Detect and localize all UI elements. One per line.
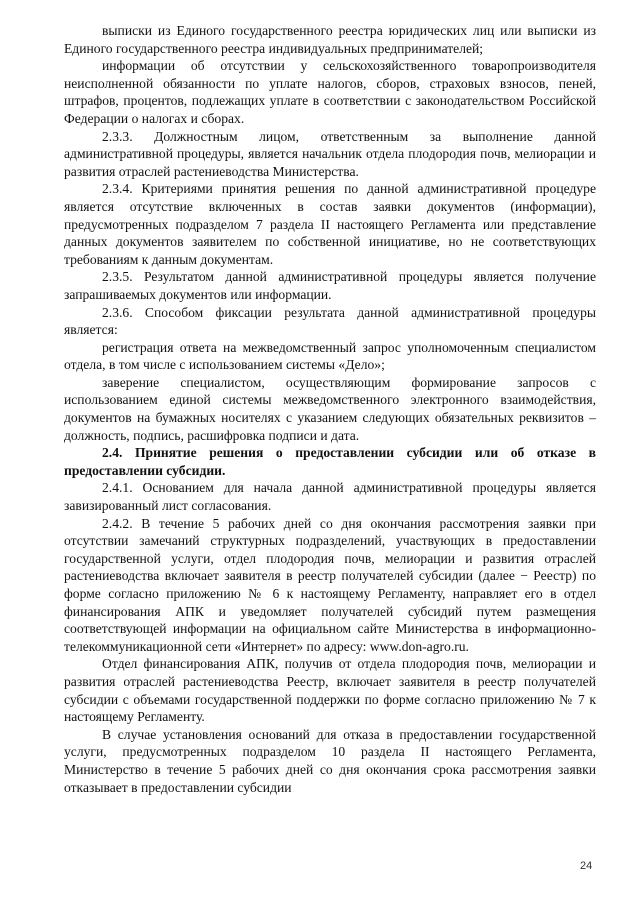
paragraph-tax-info: информации об отсутствии у сельскохозяйственного товаропроизводителя неисполненной обязанности по уплате налогов, сборов, страховых взносов, пеней, штрафов, процентов, подлежащих уплате в соответствии с законодательством Российской Федерации о налогах и сборах. [64,58,596,126]
paragraph-certification: заверение специалистом, осуществляющим формирование запросов с использованием единой системы межведомственного электронного взаимодействия, документов на бумажных носителях с указанием следующих обязательных реквизитов – должность, подпись, расшифровка подписи и дата. [64,374,596,443]
paragraph-2-4-1: 2.4.1. Основанием для начала данной административной процедуры является завизированный лист согласования. [64,480,596,514]
paragraph-2-3-4: 2.3.4. Критериями принятия решения по данной административной процедуре является отсутствие включенных в состав заявки документов (информации), предусмотренных подразделом 7 раздела II настоящего Регламента или представление данных документов заявителем по собственной инициативе, но не соответствующих требованиям к данным документам. [64,181,596,267]
paragraph-2-3-3: 2.3.3. Должностным лицом, ответственным за выполнение данной административной процедуры, является начальник отдела плодородия почв, мелиорации и развития отраслей растениеводства Министерства. [64,128,596,179]
paragraph-2-3-6: 2.3.6. Способом фиксации результата данной административной процедуры является: [64,304,596,338]
paragraph-finance-dept: Отдел финансирования АПК, получив от отдела плодородия почв, мелиорации и развития отраслей растениеводства Реестр, включает заявителя в реестр получателей субсидии с объемами государственной поддержки по форме согласно приложению № 7 к настоящему Регламенту. [64,656,596,725]
page-number: 24 [580,860,593,872]
paragraph-2-4-2: 2.4.2. В течение 5 рабочих дней со дня окончания рассмотрения заявки при отсутствии замечаний структурных подразделений, участвующих в предоставлении государственной услуги, отдел плодородия почв, мелиорации и развития отраслей растениеводства включает заявителя в реестр получателей субсидии (далее − Реестр) по форме согласно приложению № 6 к настоящему Регламенту, направляет его в отдел финансирования АПК и уведомляет получателей субсидий путем размещения соответствующей информации на официальном сайте Министерства в информационно-телекоммуникационной сети «Интернет» по адресу: www.don-agro.ru. [64,515,596,654]
section-heading-2-4: 2.4. Принятие решения о предоставлении субсидии или об отказе в предоставлении субсидии. [64,445,596,478]
paragraph-egrul-extract: выписки из Единого государственного реестра юридических лиц или выписки из Единого государственного реестра индивидуальных предпринимателей; [64,23,596,56]
document-page [64,22,596,796]
paragraph-2-3-5: 2.3.5. Результатом данной административной процедуры является получение запрашиваемых документов или информации. [64,269,596,302]
paragraph-refusal: В случае установления оснований для отказа в предоставлении государственной услуги, предусмотренных подразделом 10 раздела II настоящего Регламента, Министерство в течение 5 рабочих дней со дня окончания срока рассмотрения заявки отказывает в предоставлении субсидии [64,726,596,795]
paragraph-registration: регистрация ответа на межведомственный запрос уполномоченным специалистом отдела, в том числе с использованием системы «Дело»; [64,339,596,373]
